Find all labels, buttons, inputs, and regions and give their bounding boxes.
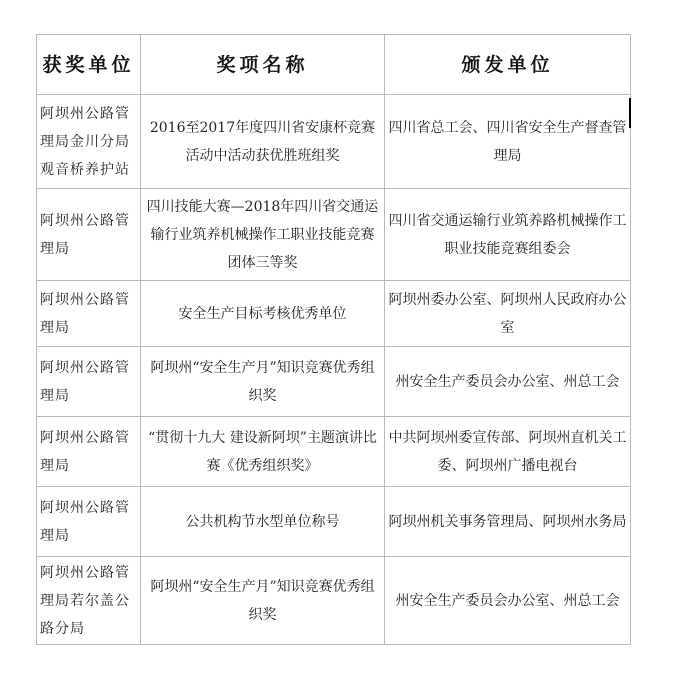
award-name-cell: 公共机构节水型单位称号 — [141, 487, 385, 557]
issuing-unit-cell: 州安全生产委员会办公室、州总工会 — [385, 557, 631, 645]
award-unit-cell: 阿坝州公路管理局 — [37, 189, 141, 281]
issuing-unit-cell: 州安全生产委员会办公室、州总工会 — [385, 347, 631, 417]
award-unit-cell: 阿坝州公路管理局金川分局观音桥养护站 — [37, 95, 141, 189]
award-unit-cell: 阿坝州公路管理局 — [37, 417, 141, 487]
text-cursor — [629, 98, 631, 128]
issuing-unit-cell: 四川省总工会、四川省安全生产督查管理局 — [385, 95, 631, 189]
table-row — [37, 487, 631, 557]
award-unit-cell: 阿坝州公路管理局若尔盖公路分局 — [37, 557, 141, 645]
award-name-cell: “贯彻十九大 建设新阿坝”主题演讲比赛《优秀组织奖》 — [141, 417, 385, 487]
awards-table — [36, 34, 631, 645]
header-award-unit: 获奖单位 — [37, 35, 141, 95]
header-issuing-unit: 颁发单位 — [385, 35, 631, 95]
award-unit-cell: 阿坝州公路管理局 — [37, 487, 141, 557]
award-name-cell: 阿坝州“安全生产月”知识竞赛优秀组织奖 — [141, 347, 385, 417]
table-row — [37, 557, 631, 645]
issuing-unit-cell: 阿坝州委办公室、阿坝州人民政府办公室 — [385, 281, 631, 347]
table-row — [37, 95, 631, 189]
table-header-row — [37, 35, 631, 95]
award-name-cell: 阿坝州“安全生产月”知识竞赛优秀组织奖 — [141, 557, 385, 645]
award-unit-cell: 阿坝州公路管理局 — [37, 281, 141, 347]
issuing-unit-cell: 阿坝州机关事务管理局、阿坝州水务局 — [385, 487, 631, 557]
table-row — [37, 347, 631, 417]
issuing-unit-cell: 中共阿坝州委宣传部、阿坝州直机关工委、阿坝州广播电视台 — [385, 417, 631, 487]
award-name-cell: 安全生产目标考核优秀单位 — [141, 281, 385, 347]
header-award-name: 奖项名称 — [141, 35, 385, 95]
table-row — [37, 417, 631, 487]
issuing-unit-cell: 四川省交通运输行业筑养路机械操作工职业技能竞赛组委会 — [385, 189, 631, 281]
award-unit-cell: 阿坝州公路管理局 — [37, 347, 141, 417]
award-name-cell: 2016至2017年度四川省安康杯竞赛活动中活动获优胜班组奖 — [141, 95, 385, 189]
table-row — [37, 281, 631, 347]
table-row — [37, 189, 631, 281]
award-name-cell: 四川技能大赛—2018年四川省交通运输行业筑养机械操作工职业技能竞赛团体三等奖 — [141, 189, 385, 281]
